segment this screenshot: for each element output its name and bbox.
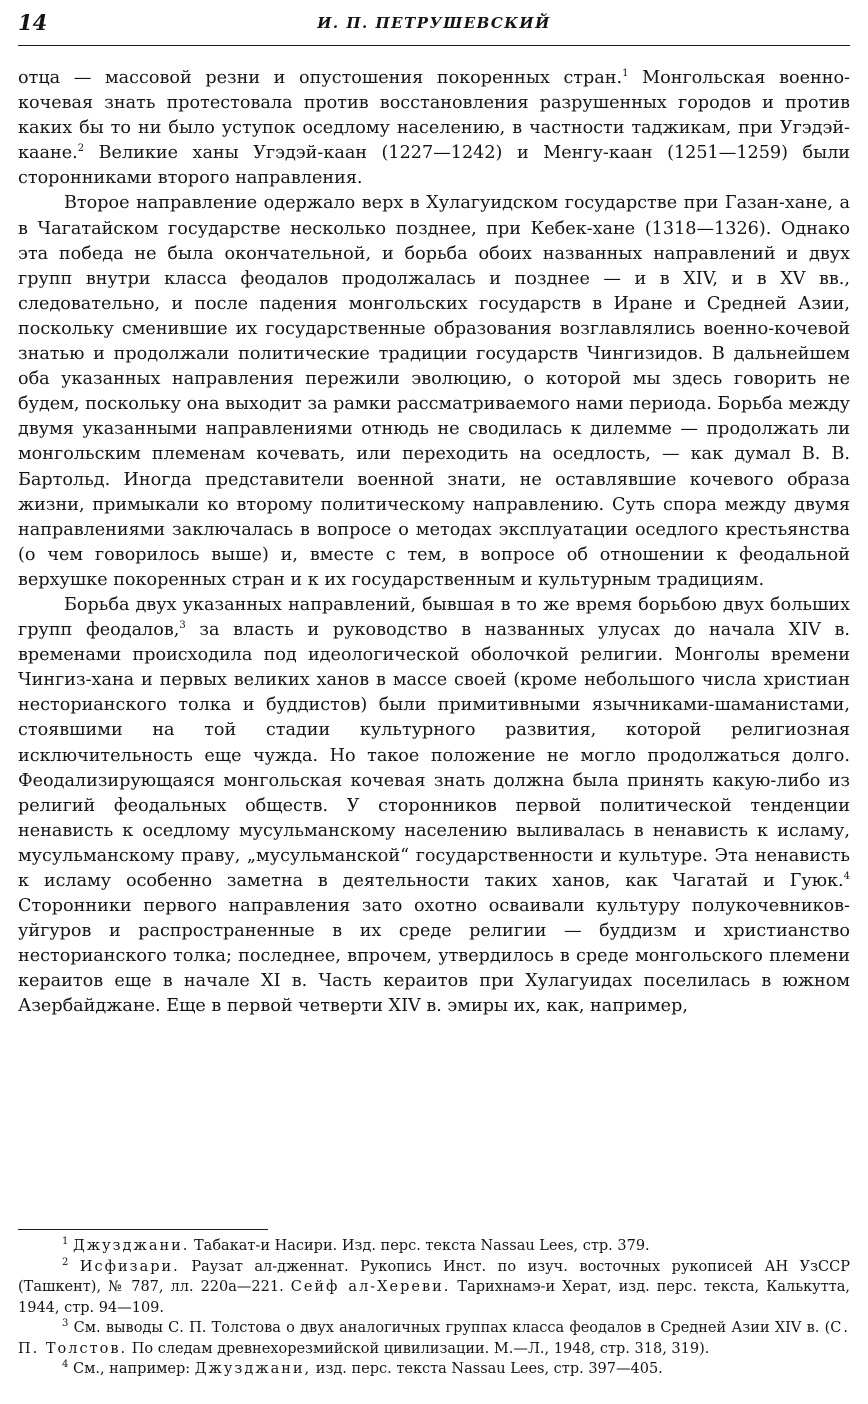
footnote-author: Джузджани. — [72, 1238, 190, 1254]
footnote-text: См., например: — [72, 1361, 195, 1377]
paragraph: Второе направление одержало верх в Хулагуидском государстве при Газан-хане, а в Чагатайском государстве несколько позднее, при Кебек-хане (1318—1326). Однако эта победа не была окончательной, и борьба обоих названных направлений и двух групп внутри класса феодалов продолжалась и позднее — и в XIV, и в XV вв., следовательно, и после падения монгольских государств в Иране и Средней Азии, поскольку сменившие их государственные образования возглавлялись военно-кочевой знатью и продолжали политические традиции государств Чингизидов. В дальнейшем оба указанных направления пережили эволюцию, о которой мы здесь говорить не будем, поскольку она выходит за рамки рассматриваемого нами периода. Борьба между двумя указанными направлениями отнюдь не сводилась к дилемме — продолжать ли монгольским племенам кочевать, или переходить на оседлость, — как думал В. В. Бартольд. Иногда представители военной знати, не оставлявшие кочевого образа жизни, примыкали ко второму политическому направлению. Суть спора между двумя направлениями заключалась в вопросе о методах эксплуатации оседлого крестьянства (о чем говорилось выше) и, вместе с тем, в вопросе об отношении к феодальной верхушке покоренных стран и к их государственным и культурным традициям. — [18, 193, 850, 590]
footnote-number: 4 — [62, 1359, 69, 1371]
footnotes — [18, 1229, 850, 1380]
paragraph — [18, 593, 850, 1020]
footnote-number: 2 — [62, 1256, 69, 1268]
paragraph-text: отца — массовой резни и опустошения покоренных стран. — [18, 68, 623, 88]
footnote-text: Раузат ал-дженнат. Рукопись Инст. по изуч. восточных рукописей АН УзССР (Ташкент), № 787, лл. 220а—221. — [18, 1258, 850, 1295]
body-text — [18, 66, 850, 1020]
footnote-ref: 3 — [179, 620, 186, 632]
footnote-rule — [18, 1229, 268, 1230]
footnote-author: Исфизари. — [79, 1258, 180, 1275]
footnote-number: 3 — [62, 1318, 69, 1330]
footnote-text: См. выводы С. П. Толстова о двух аналогичных группах класса феодалов в Средней Азии XIV в. ( — [73, 1320, 831, 1336]
footnote-ref: 2 — [77, 143, 85, 155]
footnote-author: Джузджани, — [194, 1361, 312, 1377]
paragraph-text: за власть и руководство в названных улусах до начала XIV в. временами происходила под идеологической оболочкой религии. Монголы времени Чингиз-хана и первых великих ханов в массе своей (кроме небольшого числа христиан несторианского толка и буддистов) были примитивными язычниками-шаманистами, стоявшими на той стадии культурного развития, которой религиозная исключительность еще чужда. Но такое положение не могло продолжаться долго. Феодализирующаяся монгольская кочевая знать должна была принять какую-либо из религий феодальных обществ. У сторонников первой политической тенденции ненависть к оседлому мусульманскому населению выливалась в ненависть к исламу, мусульманскому праву, „мусульманской“ государственности и культуре. Эта ненависть к исламу особенно заметна в деятельности таких ханов, как Чагатай и Гуюк. — [18, 620, 850, 891]
running-title: И. П. ПЕТРУШЕВСКИЙ — [317, 14, 551, 32]
page-number: 14 — [18, 10, 48, 35]
footnote-text: Тарихнамэ-и Херат, изд. перс. текста, Калькутта, 1944, стр. 94—109. — [18, 1279, 850, 1316]
footnote-text: По следам древнехорезмийской цивилизации. М.—Л., 1948, стр. 318, 319). — [127, 1340, 710, 1357]
paragraph-text: Борьба двух указанных направлений, бывшая в то же время борьбою двух больших групп феодалов, — [18, 594, 850, 641]
footnote — [18, 1236, 850, 1257]
footnote — [18, 1359, 850, 1380]
footnote-author: С. П. Толстов. — [18, 1320, 851, 1357]
footnote-author: Сейф ал-Хереви. — [290, 1279, 451, 1295]
paragraph — [18, 66, 850, 191]
page-header — [18, 10, 850, 44]
footnote-ref: 1 — [622, 68, 629, 80]
footnote — [18, 1257, 850, 1319]
paragraph-text: Великие ханы Угэдэй-каан (1227—1242) и Менгу-каан (1251—1259) были сторонниками второго направления. — [18, 143, 850, 189]
footnote-text: изд. перс. текста Nassau Lees, стр. 397—405. — [311, 1361, 663, 1377]
footnote-ref: 4 — [843, 871, 850, 883]
paragraph-text: Монгольская военно-кочевая знать протестовала против восстановления разрушенных городов и против каких бы то ни было уступок оседлому населению, в частности таджикам, при Угэдэй-каане. — [18, 68, 850, 164]
footnote — [18, 1318, 850, 1359]
footnote-text: Табакат-и Насири. Изд. перс. текста Nassau Lees, стр. 379. — [189, 1238, 650, 1254]
paragraph-text: Сторонники первого направления зато охотно осваивали культуру полукочевников-уйгуров и распространенные в их среде религии — буддизм и христианство несторианского толка; последнее, впрочем, утвердилось в среде монгольского племени кераитов еще в начале XI в. Часть кераитов при Хулагуидах поселилась в южном Азербайджане. Еще в первой четверти XIV в. эмиры их, как, например, — [18, 896, 850, 1017]
footnote-number: 1 — [62, 1236, 69, 1248]
header-rule — [18, 45, 850, 46]
